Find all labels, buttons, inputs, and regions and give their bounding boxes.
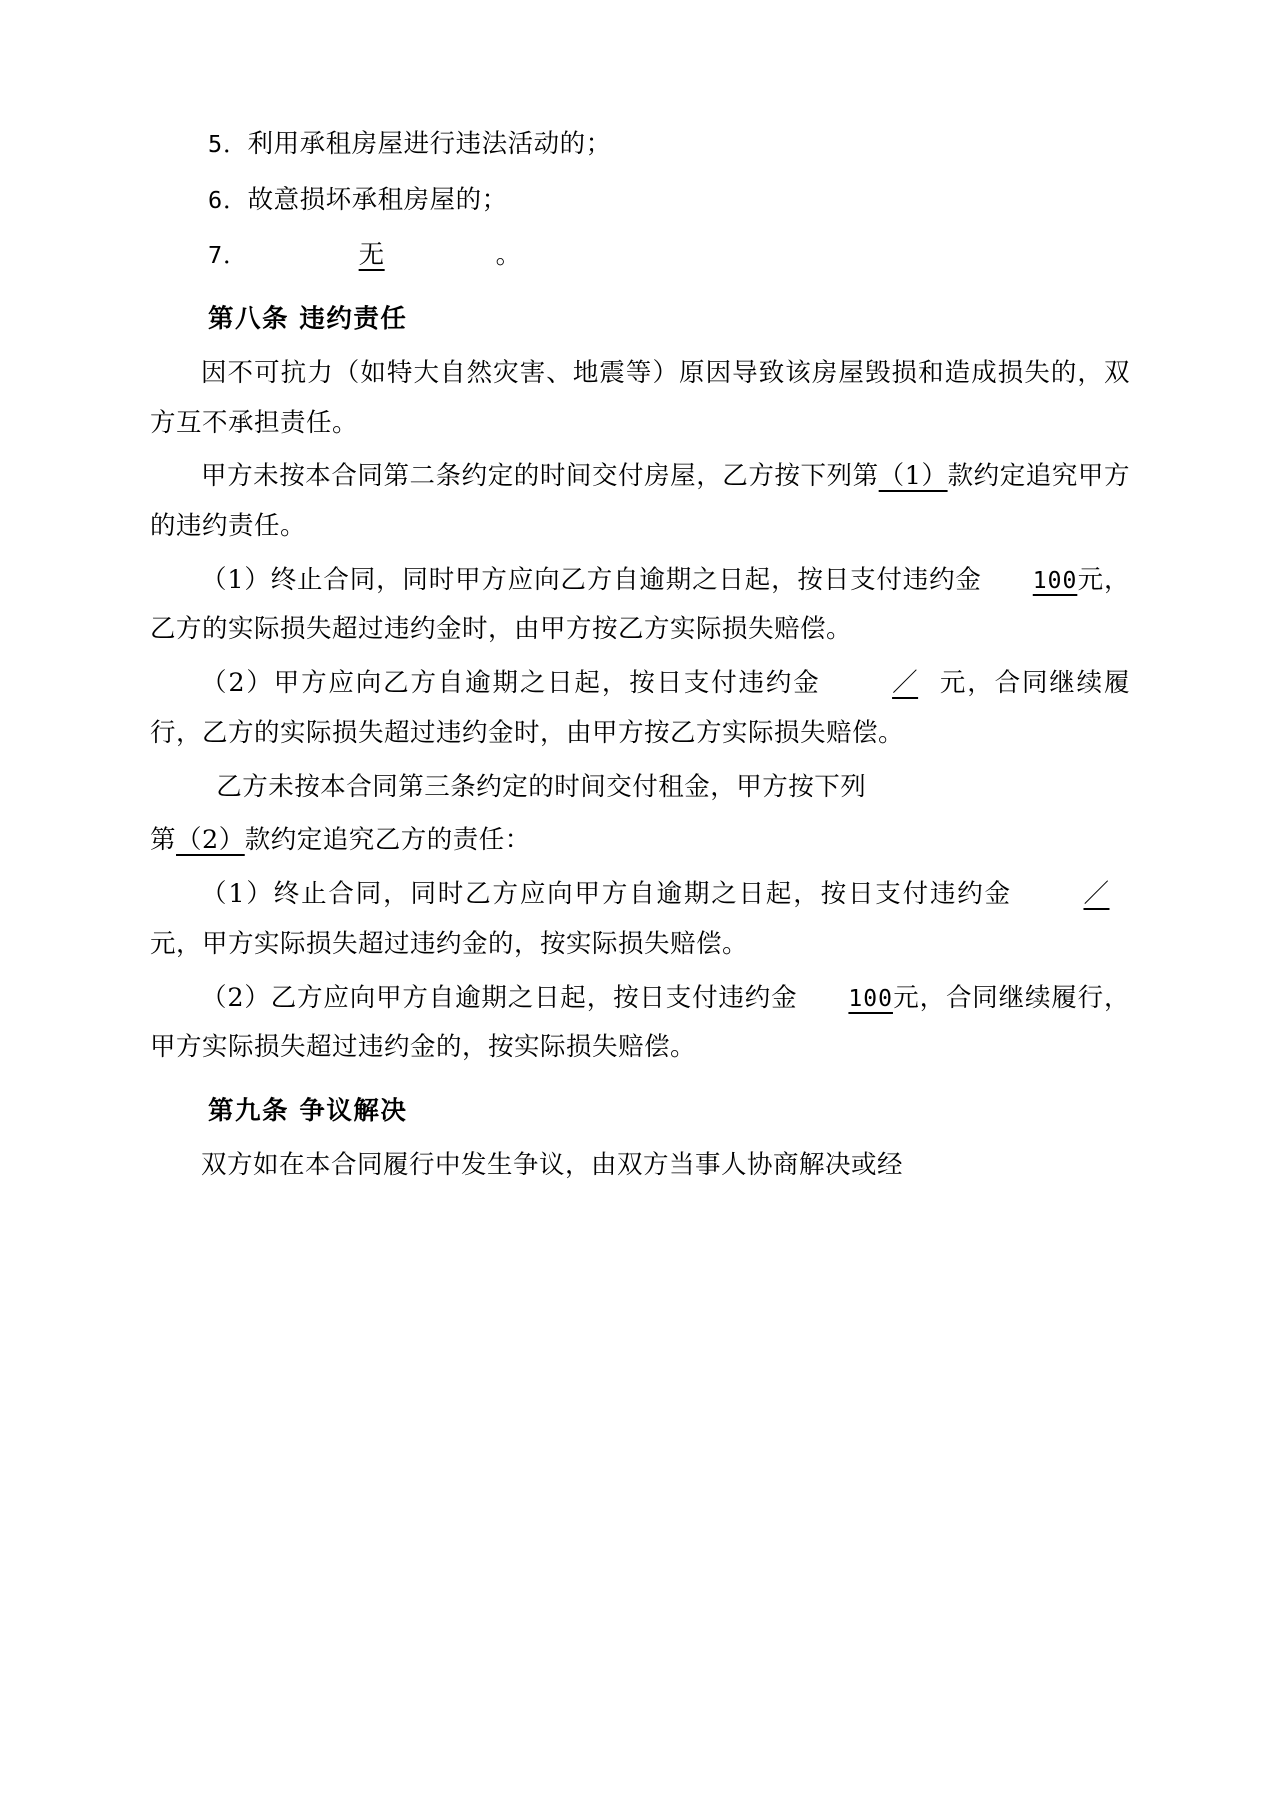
list-item-text: 利用承租房屋进行违法活动的； xyxy=(247,129,612,159)
list-item-number: 5． xyxy=(208,130,248,158)
section8-clause-2 xyxy=(150,659,1130,758)
clause2-text-a: （2）甲方应向乙方自逾期之日起，按日支付违约金 xyxy=(201,668,821,699)
section8-p4-suffix: 款约定追究乙方的责任： xyxy=(244,825,531,856)
section8-p4-prefix: 第 xyxy=(150,825,177,856)
section8-clause-4 xyxy=(150,974,1130,1073)
section8-paragraph-3: 乙方未按本合同第三条约定的时间交付租金，甲方按下列 xyxy=(216,771,867,802)
clause4-text-b: 元，合同继续履行，甲方实际损失超过违约金的，按实际损失赔偿。 xyxy=(150,982,1130,1063)
section8-paragraph-1: 因不可抗力（如特大自然灾害、地震等）原因导致该房屋毁损和造成损失的，双方互不承担责任。 xyxy=(150,357,1130,438)
list-item xyxy=(150,176,1130,226)
clause2-text-b: 元，合同继续履行，乙方的实际损失超过违约金时，由甲方按乙方实际损失赔偿。 xyxy=(150,668,1130,748)
list-item xyxy=(150,120,1130,170)
list-item-fillin xyxy=(150,231,1130,281)
document-body xyxy=(150,120,1130,1190)
list-item-number: 7． xyxy=(208,241,248,270)
section8-paragraph-4 xyxy=(150,816,1130,866)
list-item-text: 故意损坏承租房屋的； xyxy=(247,184,508,215)
fill-in-blank-penalty-4[interactable]: 100 xyxy=(848,985,893,1012)
clause3-text-a: （1）终止合同，同时乙方应向甲方自逾期之日起，按日支付违约金 xyxy=(201,879,1012,910)
fill-in-blank-penalty-1[interactable]: 100 xyxy=(1032,567,1078,594)
section9-paragraph-1: 双方如在本合同履行中发生争议，由双方当事人协商解决或经 xyxy=(201,1149,904,1180)
section8-clause-3 xyxy=(150,870,1130,969)
clause1-text-b: 元，乙方的实际损失超过违约金时，由甲方按乙方实际损失赔偿。 xyxy=(150,564,1130,645)
fill-in-blank-clause-ref-1[interactable]: （1） xyxy=(878,461,948,492)
section-heading-9: 第九条 争议解决 xyxy=(208,1095,408,1126)
fill-in-blank-clause-ref-2[interactable]: （2） xyxy=(176,825,245,856)
fill-in-blank-penalty-2[interactable]: ／ xyxy=(892,668,919,699)
fill-in-blank-penalty-3[interactable]: ／ xyxy=(1083,879,1110,910)
clause4-text-a: （2）乙方应向甲方自逾期之日起，按日支付违约金 xyxy=(201,982,798,1013)
section8-paragraph-2 xyxy=(150,452,1130,551)
list-item-number: 6． xyxy=(208,185,248,214)
clause3-text-b: 元，甲方实际损失超过违约金的，按实际损失赔偿。 xyxy=(150,928,749,959)
fill-in-blank-item7[interactable]: 无 xyxy=(358,240,385,271)
section-heading-8: 第八条 违约责任 xyxy=(208,304,408,335)
clause1-text-a: （1）终止合同，同时甲方应向乙方自逾期之日起，按日支付违约金 xyxy=(201,564,982,595)
section8-p2-prefix: 甲方未按本合同第二条约定的时间交付房屋，乙方按下列第 xyxy=(201,461,879,492)
section8-clause-1 xyxy=(150,556,1130,655)
section8-p2-suffix: 款约定追究甲方的违约责任。 xyxy=(150,461,1130,542)
list-item-tail: 。 xyxy=(495,240,522,271)
